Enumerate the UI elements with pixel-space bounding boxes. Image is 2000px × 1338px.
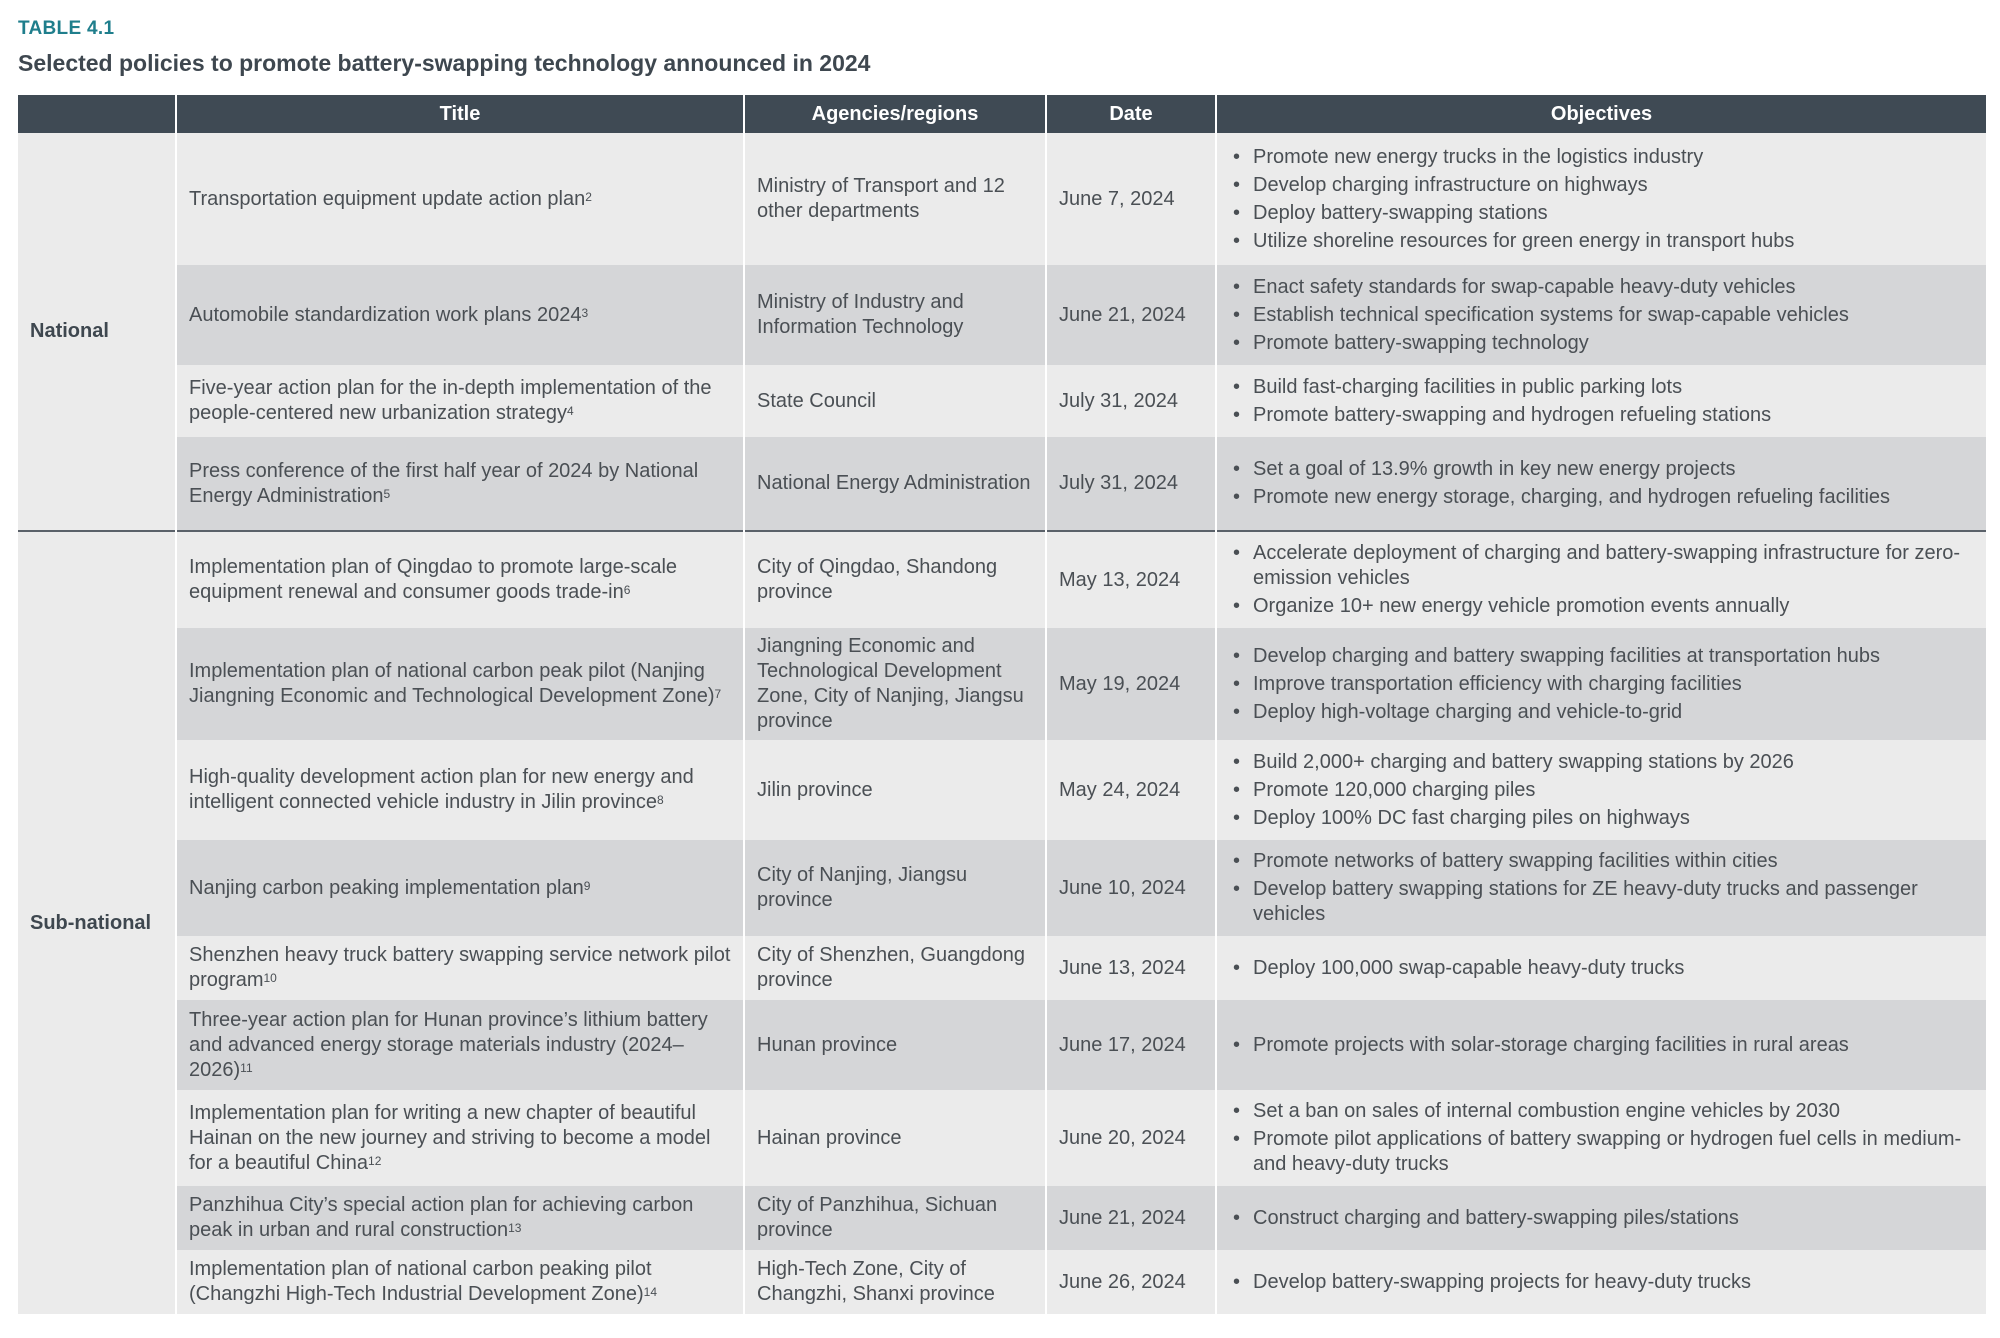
objectives-list <box>1229 1270 1974 1295</box>
objectives-cell <box>1216 437 1986 531</box>
bullet-icon: • <box>1233 1100 1241 1122</box>
title-text: Implementation plan of Qingdao to promote large-scale equipment renewal and consumer goods trade-in <box>189 556 678 603</box>
date-cell: June 21, 2024 <box>1046 265 1216 365</box>
footnote-ref: 12 <box>368 1153 382 1168</box>
table-row <box>18 840 1986 936</box>
bullet-icon: • <box>1233 672 1241 695</box>
objectives-cell <box>1216 840 1986 936</box>
title-text: Three-year action plan for Hunan province’s lithium battery and advanced energy storage materials industry (2024–2026) <box>189 1008 708 1081</box>
objectives-list <box>1229 1099 1974 1177</box>
footnote-ref: 8 <box>657 793 664 807</box>
bullet-icon: • <box>1233 1270 1241 1293</box>
objectives-cell <box>1216 531 1986 628</box>
bullet-icon: • <box>1233 403 1241 426</box>
objective-item <box>1229 485 1974 510</box>
objective-text: Build 2,000+ charging and battery swapping stations by 2026 <box>1253 750 1794 773</box>
date-cell: June 7, 2024 <box>1046 133 1216 265</box>
bullet-icon: • <box>1233 956 1241 979</box>
date-cell: July 31, 2024 <box>1046 437 1216 531</box>
title-cell <box>176 1186 744 1250</box>
objectives-list <box>1229 956 1974 981</box>
objective-item <box>1229 331 1974 356</box>
table-row <box>18 531 1986 628</box>
header-objectives: Objectives <box>1216 95 1986 133</box>
objective-item <box>1229 1033 1974 1058</box>
bullet-icon: • <box>1233 331 1241 354</box>
date-cell: May 24, 2024 <box>1046 740 1216 840</box>
objective-item <box>1229 849 1974 874</box>
policies-table <box>18 95 1986 1314</box>
bullet-icon: • <box>1233 750 1241 773</box>
bullet-icon: • <box>1233 700 1241 723</box>
footnote-ref: 6 <box>623 583 631 597</box>
objective-text: Promote 120,000 charging piles <box>1253 778 1536 801</box>
agency-cell: City of Shenzhen, Guangdong province <box>744 936 1046 1000</box>
objective-text: Construct charging and battery-swapping piles/stations <box>1253 1206 1739 1229</box>
objective-item <box>1229 956 1974 981</box>
objective-text: Set a ban on sales of internal combustion engine vehicles by 2030 <box>1253 1100 1841 1122</box>
objective-text: Set a goal of 13.9% growth in key new energy projects <box>1253 458 1736 480</box>
title-text: Transportation equipment update action plan <box>189 187 586 210</box>
objective-text: Deploy battery-swapping stations <box>1253 201 1548 224</box>
title-text: Implementation plan for writing a new chapter of beautiful Hainan on the new journey and striving to become a model for a beautiful China <box>189 1101 711 1174</box>
footnote-ref: 3 <box>581 305 589 320</box>
title-cell <box>176 1000 744 1090</box>
objective-text: Promote new energy storage, charging, and hydrogen refueling facilities <box>1253 486 1891 508</box>
objectives-list <box>1229 541 1974 619</box>
bullet-icon: • <box>1233 806 1241 829</box>
objective-text: Deploy 100,000 swap-capable heavy-duty trucks <box>1253 956 1685 979</box>
table-row <box>18 1250 1986 1314</box>
objectives-list <box>1229 644 1974 725</box>
objective-item <box>1229 1206 1974 1231</box>
table-row <box>18 1186 1986 1250</box>
footnote-ref: 13 <box>508 1221 522 1235</box>
objectives-list <box>1229 145 1974 254</box>
header-row <box>18 95 1986 133</box>
date-cell: June 10, 2024 <box>1046 840 1216 936</box>
table-label: TABLE 4.1 <box>18 18 115 39</box>
objective-item <box>1229 644 1974 669</box>
objective-item <box>1229 145 1974 170</box>
objective-text: Develop battery swapping stations for ZE heavy-duty trucks and passenger vehicles <box>1253 878 1918 925</box>
title-cell <box>176 365 744 437</box>
title-cell <box>176 1250 744 1314</box>
title-cell <box>176 437 744 531</box>
objectives-cell <box>1216 1250 1986 1314</box>
objectives-cell <box>1216 265 1986 365</box>
bullet-icon: • <box>1233 644 1241 667</box>
title-cell <box>176 740 744 840</box>
title-cell <box>176 133 744 265</box>
table-row <box>18 365 1986 437</box>
footnote-ref: 7 <box>714 687 722 701</box>
objectives-list <box>1229 849 1974 927</box>
group-label: National <box>18 133 176 531</box>
agency-cell: City of Panzhihua, Sichuan province <box>744 1186 1046 1250</box>
table-body <box>18 133 1986 1314</box>
objective-text: Build fast-charging facilities in public parking lots <box>1253 375 1683 398</box>
agency-cell: City of Qingdao, Shandong province <box>744 531 1046 628</box>
objective-item <box>1229 778 1974 803</box>
objectives-list <box>1229 1033 1974 1058</box>
objective-item <box>1229 403 1974 428</box>
objective-text: Improve transportation efficiency with charging facilities <box>1253 672 1742 695</box>
header-agencies: Agencies/regions <box>744 95 1046 133</box>
table-row <box>18 265 1986 365</box>
footnote-ref: 9 <box>583 878 591 893</box>
date-cell: July 31, 2024 <box>1046 365 1216 437</box>
objectives-cell <box>1216 1090 1986 1186</box>
footnote-ref: 10 <box>263 971 277 985</box>
table-row <box>18 628 1986 740</box>
date-cell: May 19, 2024 <box>1046 628 1216 740</box>
group-label: Sub-national <box>18 531 176 1314</box>
title-cell <box>176 936 744 1000</box>
objective-text: Promote networks of battery swapping facilities within cities <box>1253 850 1778 872</box>
bullet-icon: • <box>1233 778 1241 801</box>
objective-text: Deploy 100% DC fast charging piles on highways <box>1253 806 1690 829</box>
date-cell: June 17, 2024 <box>1046 1000 1216 1090</box>
objective-item <box>1229 457 1974 482</box>
table-row <box>18 740 1986 840</box>
title-text: Five-year action plan for the in-depth implementation of the people-centered new urbanization strategy <box>189 377 712 424</box>
footnote-ref: 5 <box>383 486 391 501</box>
footnote-ref: 2 <box>585 189 592 204</box>
title-cell <box>176 1090 744 1186</box>
objective-text: Utilize shoreline resources for green energy in transport hubs <box>1253 229 1795 252</box>
title-cell <box>176 628 744 740</box>
objective-text: Promote projects with solar-storage charging facilities in rural areas <box>1253 1033 1849 1056</box>
title-text: Implementation plan of national carbon peak pilot (Nanjing Jiangning Economic and Technological Development Zone) <box>189 660 715 707</box>
title-text: Press conference of the first half year of 2024 by National Energy Administration <box>189 459 699 507</box>
objective-text: Develop charging infrastructure on highways <box>1253 173 1648 196</box>
bullet-icon: • <box>1233 229 1241 252</box>
table-row <box>18 1000 1986 1090</box>
bullet-icon: • <box>1233 878 1241 900</box>
objective-text: Enact safety standards for swap-capable heavy-duty vehicles <box>1253 275 1796 298</box>
title-text: Panzhihua City’s special action plan for achieving carbon peak in urban and rural construction <box>189 1194 694 1241</box>
agency-cell: Hainan province <box>744 1090 1046 1186</box>
title-text: High-quality development action plan for new energy and intelligent connected vehicle industry in Jilin province <box>189 766 694 813</box>
title-text: Shenzhen heavy truck battery swapping service network pilot program <box>189 944 731 991</box>
objectives-list <box>1229 1206 1974 1231</box>
objective-item <box>1229 1270 1974 1295</box>
bullet-icon: • <box>1233 375 1241 398</box>
table-row <box>18 1090 1986 1186</box>
objective-item <box>1229 700 1974 725</box>
objectives-cell <box>1216 740 1986 840</box>
title-cell <box>176 531 744 628</box>
table-row <box>18 437 1986 531</box>
bullet-icon: • <box>1233 1033 1241 1056</box>
objective-item <box>1229 229 1974 254</box>
objectives-list <box>1229 750 1974 831</box>
agency-cell: Jilin province <box>744 740 1046 840</box>
objective-item <box>1229 173 1974 198</box>
header-group <box>18 95 176 133</box>
title-text: Automobile standardization work plans 2024 <box>189 303 582 326</box>
objectives-cell <box>1216 365 1986 437</box>
objective-text: Accelerate deployment of charging and battery-swapping infrastructure for zero-emission vehicles <box>1253 542 1961 589</box>
agency-cell: Hunan province <box>744 1000 1046 1090</box>
agency-cell: Ministry of Industry and Information Technology <box>744 265 1046 365</box>
objectives-list <box>1229 375 1974 428</box>
title-cell <box>176 265 744 365</box>
objective-item <box>1229 1099 1974 1124</box>
agency-cell: Jiangning Economic and Technological Development Zone, City of Nanjing, Jiangsu province <box>744 628 1046 740</box>
date-cell: June 26, 2024 <box>1046 1250 1216 1314</box>
objective-text: Promote pilot applications of battery swapping or hydrogen fuel cells in medium- and heavy-duty trucks <box>1253 1128 1962 1175</box>
objective-text: Promote battery-swapping and hydrogen refueling stations <box>1253 403 1772 426</box>
date-cell: June 20, 2024 <box>1046 1090 1216 1186</box>
table-caption: Selected policies to promote battery-swapping technology announced in 2024 <box>18 50 871 76</box>
agency-cell: Ministry of Transport and 12 other departments <box>744 133 1046 265</box>
bullet-icon: • <box>1233 486 1241 508</box>
table-row <box>18 133 1986 265</box>
objectives-cell <box>1216 628 1986 740</box>
bullet-icon: • <box>1233 145 1241 168</box>
agency-cell: City of Nanjing, Jiangsu province <box>744 840 1046 936</box>
bullet-icon: • <box>1233 275 1241 298</box>
title-cell <box>176 840 744 936</box>
objectives-list <box>1229 457 1974 510</box>
agency-cell: High-Tech Zone, City of Changzhi, Shanxi province <box>744 1250 1046 1314</box>
objective-item <box>1229 275 1974 300</box>
bullet-icon: • <box>1233 201 1241 224</box>
objective-item <box>1229 541 1974 591</box>
bullet-icon: • <box>1233 303 1241 326</box>
bullet-icon: • <box>1233 595 1241 617</box>
agency-cell: State Council <box>744 365 1046 437</box>
date-cell: June 13, 2024 <box>1046 936 1216 1000</box>
date-cell: June 21, 2024 <box>1046 1186 1216 1250</box>
objectives-cell <box>1216 936 1986 1000</box>
objective-text: Promote battery-swapping technology <box>1253 331 1589 354</box>
title-text: Implementation plan of national carbon peaking pilot (Changzhi High-Tech Industrial Development Zone) <box>189 1258 652 1305</box>
bullet-icon: • <box>1233 850 1241 872</box>
title-text: Nanjing carbon peaking implementation plan <box>189 876 584 899</box>
table-row <box>18 936 1986 1000</box>
objective-text: Develop charging and battery swapping facilities at transportation hubs <box>1253 644 1881 667</box>
agency-cell: National Energy Administration <box>744 437 1046 531</box>
footnote-ref: 14 <box>643 1285 658 1299</box>
footnote-ref: 11 <box>240 1060 253 1075</box>
bullet-icon: • <box>1233 542 1241 564</box>
objective-text: Establish technical specification systems for swap-capable vehicles <box>1253 303 1849 326</box>
bullet-icon: • <box>1233 173 1241 196</box>
objective-item <box>1229 750 1974 775</box>
objectives-cell <box>1216 133 1986 265</box>
footnote-ref: 4 <box>567 404 574 418</box>
objective-item <box>1229 806 1974 831</box>
objective-item <box>1229 672 1974 697</box>
header-title: Title <box>176 95 744 133</box>
bullet-icon: • <box>1233 458 1241 480</box>
bullet-icon: • <box>1233 1128 1241 1150</box>
objectives-cell <box>1216 1186 1986 1250</box>
objective-text: Develop battery-swapping projects for heavy-duty trucks <box>1253 1270 1752 1293</box>
objective-item <box>1229 1127 1974 1177</box>
objectives-cell <box>1216 1000 1986 1090</box>
objective-text: Organize 10+ new energy vehicle promotion events annually <box>1253 595 1790 617</box>
objective-text: Promote new energy trucks in the logistics industry <box>1253 145 1704 168</box>
objective-item <box>1229 375 1974 400</box>
header-date: Date <box>1046 95 1216 133</box>
objective-item <box>1229 877 1974 927</box>
objective-text: Deploy high-voltage charging and vehicle-to-grid <box>1253 700 1683 723</box>
date-cell: May 13, 2024 <box>1046 531 1216 628</box>
objective-item <box>1229 594 1974 619</box>
objective-item <box>1229 303 1974 328</box>
objective-item <box>1229 201 1974 226</box>
objectives-list <box>1229 275 1974 356</box>
bullet-icon: • <box>1233 1206 1241 1229</box>
table-figure <box>18 18 1986 1314</box>
